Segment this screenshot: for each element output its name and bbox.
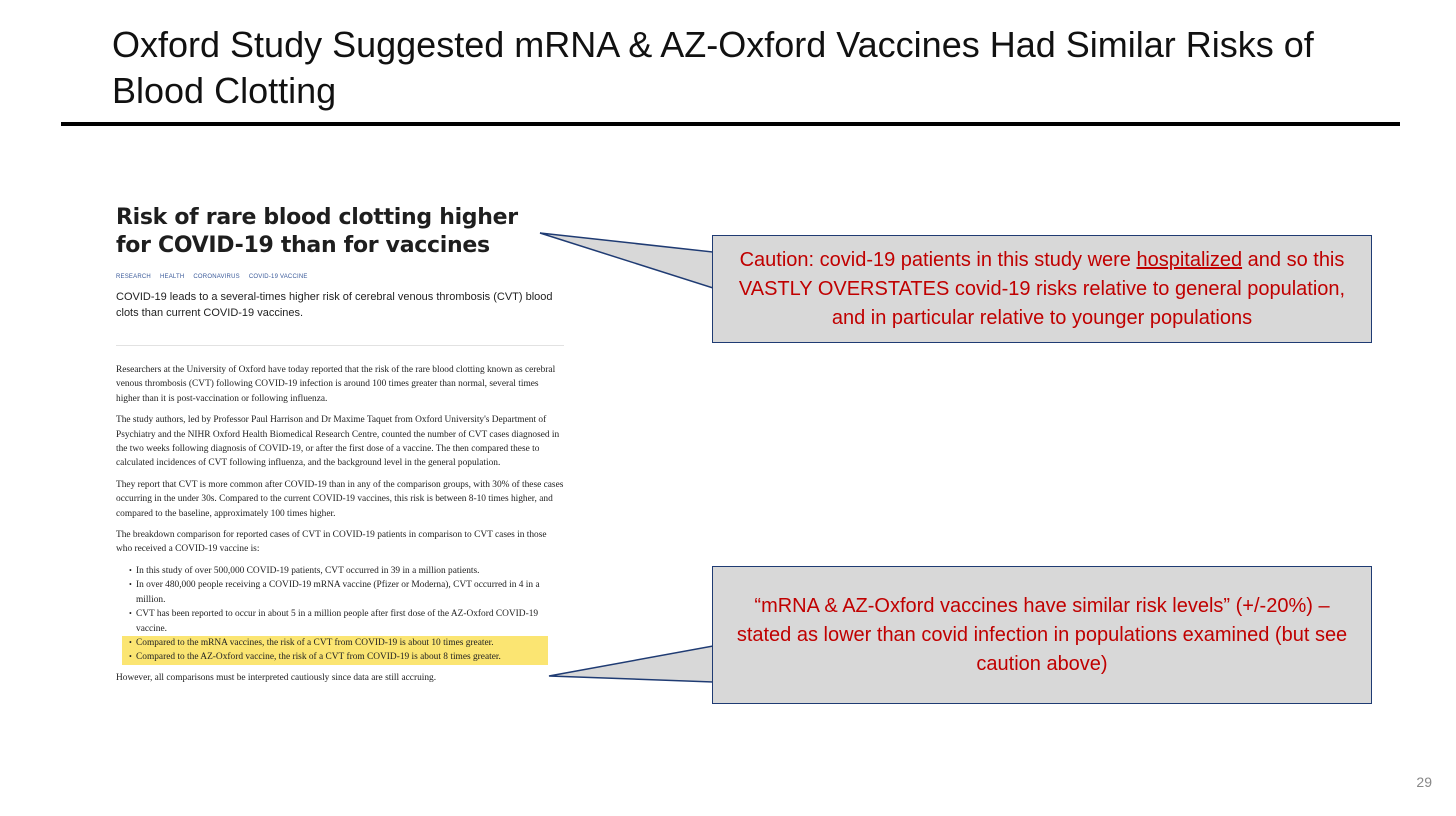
caution-pointer (540, 233, 713, 288)
article-paragraph: The study authors, led by Professor Paul Harrison and Dr Maxime Taquet from Oxford University's Department of Psychiatry and the NIHR Oxford Health Biomedical Research Centre, counted the number of CVT cases diagnosed in the two weeks following diagnosis of COVID-19, or after the first dose of a vaccine. The then compared these to calculated incidences of CVT following influenza, and the background level in the general population. (116, 415, 560, 469)
slide-title: Oxford Study Suggested mRNA & AZ-Oxford Vaccines Had Similar Risks of Blood Clotting (112, 24, 1314, 111)
highlighted-list-item: • Compared to the AZ-Oxford vaccine, the risk of a CVT from COVID-19 is about 8 times greater. (122, 650, 548, 664)
article-headline: Risk of rare blood clotting higher for COVID-19 than for vaccines (116, 205, 518, 258)
article-paragraph: They report that CVT is more common after COVID-19 than in any of the comparison groups, with 30% of these cases occurring in the under 30s. Compared to the current COVID-19 vaccines, this risk is between 8-10 times higher, and compared to the baseline, approximately 100 times higher. (116, 479, 564, 519)
similar-risk-callout (712, 566, 1372, 704)
page-number: 29 (1416, 774, 1432, 790)
caution-text-underlined: hospitalized (1136, 248, 1243, 271)
caution-text-end: and so this VASTLY OVERSTATES covid-19 risks relative to general population, and in particular relative to younger populations (738, 248, 1346, 329)
list-item: • In this study of over 500,000 COVID-19 patients, CVT occurred in 39 in a million patients. (116, 564, 568, 578)
similar-risk-callout-text: “mRNA & AZ-Oxford vaccines have similar risk levels” (+/-20%) – stated as lower than covid infection in populations examined (but see caution above) (736, 594, 1348, 675)
tag-coronavirus[interactable]: CORONAVIRUS (193, 274, 240, 280)
highlighted-list-item: • Compared to the mRNA vaccines, the risk of a CVT from COVID-19 is about 10 times greater. (122, 636, 548, 650)
article-closing: However, all comparisons must be interpreted cautiously since data are still accruing. (116, 672, 437, 683)
article-paragraph: The breakdown comparison for reported cases of CVT in COVID-19 patients in comparison to CVT cases in those who received a COVID-19 vaccine is: (116, 530, 547, 555)
article-standfirst: COVID-19 leads to a several-times higher risk of cerebral venous thrombosis (CVT) blood clots than current COVID-19 vaccines. (116, 291, 553, 319)
caution-text-start: Caution: covid-19 patients in this study were (739, 248, 1137, 271)
list-item: • In over 480,000 people receiving a COVID-19 mRNA vaccine (Pfizer or Moderna), CVT occurred in 4 in a million. (116, 578, 568, 607)
article-paragraph: Researchers at the University of Oxford have today reported that the risk of the rare blood clotting known as cerebral venous thrombosis (CVT) following COVID-19 infection is around 100 times greater than normal, several times higher than it is post-vaccination or following influenza. (116, 365, 556, 404)
tag-research[interactable]: RESEARCH (116, 274, 151, 280)
caution-callout-text (727, 246, 1357, 333)
tag-health[interactable]: HEALTH (159, 274, 185, 280)
list-item: • CVT has been reported to occur in about 5 in a million people after first dose of the AZ-Oxford COVID-19 vaccine. (116, 607, 568, 636)
similar-risk-pointer (549, 646, 713, 682)
tag-covid-vaccine[interactable]: COVID-19 VACCINE (248, 274, 308, 280)
caution-callout (712, 235, 1372, 343)
